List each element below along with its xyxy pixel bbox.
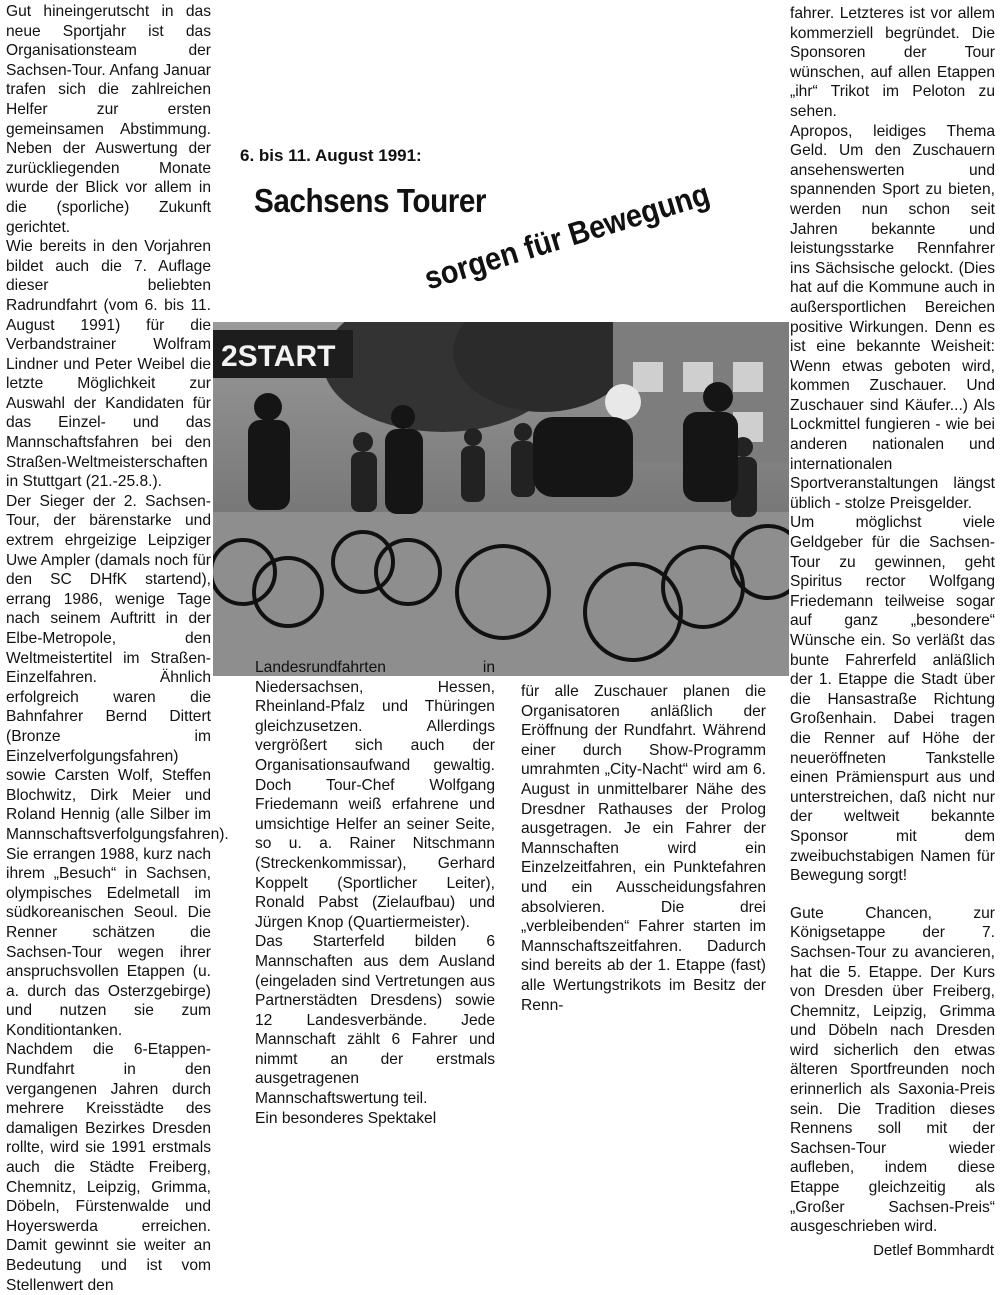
paragraph: für alle Zuschauer planen die Organisatoren anläßlich der Eröffnung der Rundfahrt. Während einer durch Show-Programm umrahmten „City-Nacht“ wird am 6. August in unmittelbarer Nähe des Dresdner Rathauses der Prolog ausgetragen. Je ein Fahrer der Mannschaften wird ein Einzelzeitfahren, ein Punktefahren und ein Ausscheidungsfahren absolvieren. Die drei „verbleibenden“ Fahrer starten im Mannschaftszeitfahren. Dadurch sind bereits ab der 1. Etappe (fast) alle Wertungstrikots im Besitz der Renn- xyxy=(521,683,766,1014)
paragraph: Ein besonderes Spektakel xyxy=(255,1109,437,1127)
article-subhead: sorgen für Bewegung xyxy=(420,175,714,297)
paragraph: Wie bereits in den Vorjahren bildet auch die 7. Auflage dieser beliebten Radrundfahrt (vom 6. bis 11. August 1991) für die Verbandstrainer Wolfram Lindner und Peter Weibel die letzte Möglichkeit zur Auswahl der Kandidaten für das Einzel- und das Mannschaftsfahren bei den Straßen-Weltmeisterschaften in Stuttgart (21.-25.8.). xyxy=(6,238,211,491)
paragraph: Gute Chancen, zur Königsetappe der 7. Sachsen-Tour zu avancieren, hat die 5. Etappe. Der Kurs von Dresden über Freiberg, Chemnitz, Leipzig, Grimma und Döbeln nach Dresden wird sicherlich den etwas älteren Sportfreunden noch erinnerlich als Saxonia-Preis sein. Die Tradition dieses Rennens soll mit der Sachsen-Tour wieder aufleben, indem diese Etappe gleichzeitig als „Großer Sachsen-Preis“ ausgeschrieben wird. xyxy=(790,904,995,1236)
paragraph: Landesrundfahrten in Niedersachsen, Hessen, Rheinland-Pfalz und Thüringen gleichzusetzen. Allerdings vergrößert sich auch der Organisationsaufwand gewaltig. Doch Tour-Chef Wolfgang Friedemann weiß erfahrene und umsichtige Helfer an seiner Seite, so u. a. Rainer Nitschmann (Streckenkommissar), Gerhard Koppelt (Sportlicher Leiter), Ronald Pabst (Zielaufbau) und Jürgen Knop (Quartiermeister). xyxy=(255,659,495,931)
article-column-2 xyxy=(255,658,495,1128)
article-column-4 xyxy=(790,4,995,1237)
paragraph: Gut hineingerutscht in das neue Sportjahr ist das Organisationsteam der Sachsen-Tour. Anfang Januar trafen sich die zahlreichen Helfer zur ersten gemeinsamen Abstimmung. Neben der Auswertung der zurückliegenden Monate wurde der Blick vor allem in die (sporliche) Zukunft gerichtet. xyxy=(6,3,211,236)
paragraph: Apropos, leidiges Thema Geld. Um den Zuschauern ansehenswerten und spannenden Sport zu bieten, werden nun schon seit Jahren bekannte und leistungsstarke Rennfahrer ins Sächsische gelockt. (Dies hat auf die Kommune auch in außersportlichen Bereichen positive Wirkungen. Denn es ist eine bekannte Weisheit: Wenn etwas geboten wird, kommen Zuschauer. Und Zuschauer sind Käufer...) Als Lockmittel fungieren - wie bei anderen nationalen und internationalen Sportveranstaltungen längst üblich - stolze Preisgelder. xyxy=(790,122,995,512)
race-photo xyxy=(213,322,789,676)
cyclists-image xyxy=(213,322,789,676)
start-banner: 2START xyxy=(221,340,336,373)
article-kicker: 6. bis 11. August 1991: xyxy=(240,146,422,165)
article-column-1 xyxy=(6,2,229,1295)
paragraph: Das Starterfeld bilden 6 Mannschaften aus dem Ausland (eingeladen sind Vertretungen aus Partnerstädten Dresdens) sowie 12 Landesverbände. Jede Mannschaft zählt 6 Fahrer und nimmt an der erstmals ausgetragenen Mannschaftswertung teil. xyxy=(255,933,495,1108)
paragraph: Um möglichst viele Geldgeber für die Sachsen-Tour zu gewinnen, geht Spiritus rector Wolfgang Friedemann teilweise sogar auf ganz „besondere“ Wünsche ein. So verläßt das bunte Fahrerfeld anläßlich der 1. Etappe die Stadt über die Hansastraße Richtung Großenhain. Dabei tragen die Renner auf Höhe der neueröffneten Tankstelle einen Prämienspurt aus und unterstreichen, daß nicht nur der weltweit bekannte Sponsor mit dem zweibuchstabigen Namen für Bewegung sorgt! xyxy=(790,514,995,885)
article-headline: Sachsens Tourer xyxy=(254,182,487,219)
author-byline: Detlef Bommhardt xyxy=(873,1242,994,1259)
paragraph: fahrer. Letzteres ist vor allem kommerziell begründet. Die Sponsoren der Tour wünschen, auf allen Etappen „ihr“ Trikot im Peloton zu sehen. xyxy=(790,5,995,120)
paragraph: Nachdem die 6-Etappen-Rundfahrt in den vergangenen Jahren durch mehrere Kreisstädte des damaligen Bezirkes Dresden rollte, wird sie 1991 erstmals auch die Städte Freiberg, Chemnitz, Leipzig, Grimma, Döbeln, Fürstenwalde und Hoyerswerda erreichen. Damit gewinnt sie weiter an Bedeutung und ist vom Stellenwert den xyxy=(6,1041,211,1294)
article-column-3 xyxy=(521,682,766,1015)
paragraph: Der Sieger der 2. Sachsen-Tour, der bärenstarke und extrem ehrgeizige Leipziger Uwe Ampler (damals noch für den SC DHfK startend), errang 1986, wenige Tage nach seinem Auftritt in der Elbe-Metropole, den Weltmeistertitel im Straßen-Einzelfahren. Ähnlich erfolgreich waren die Bahnfahrer Bernd Dittert (Bronze im Einzelverfolgungsfahren) sowie Carsten Wolf, Steffen Blochwitz, Dirk Meier und Roland Hennig (alle Silber im Mannschaftsverfolgungsfahren). Sie errangen 1988, kurz nach ihrem „Besuch“ in Sachsen, olympisches Edelmetall im südkoreanischen Seoul. Die Renner schätzen die Sachsen-Tour wegen ihrer anspruchsvollen Etappen (u. a. durch das Osterzgebirge) und nutzen sie zum Konditiontanken. xyxy=(6,492,229,1039)
paragraph-gap xyxy=(790,886,995,904)
